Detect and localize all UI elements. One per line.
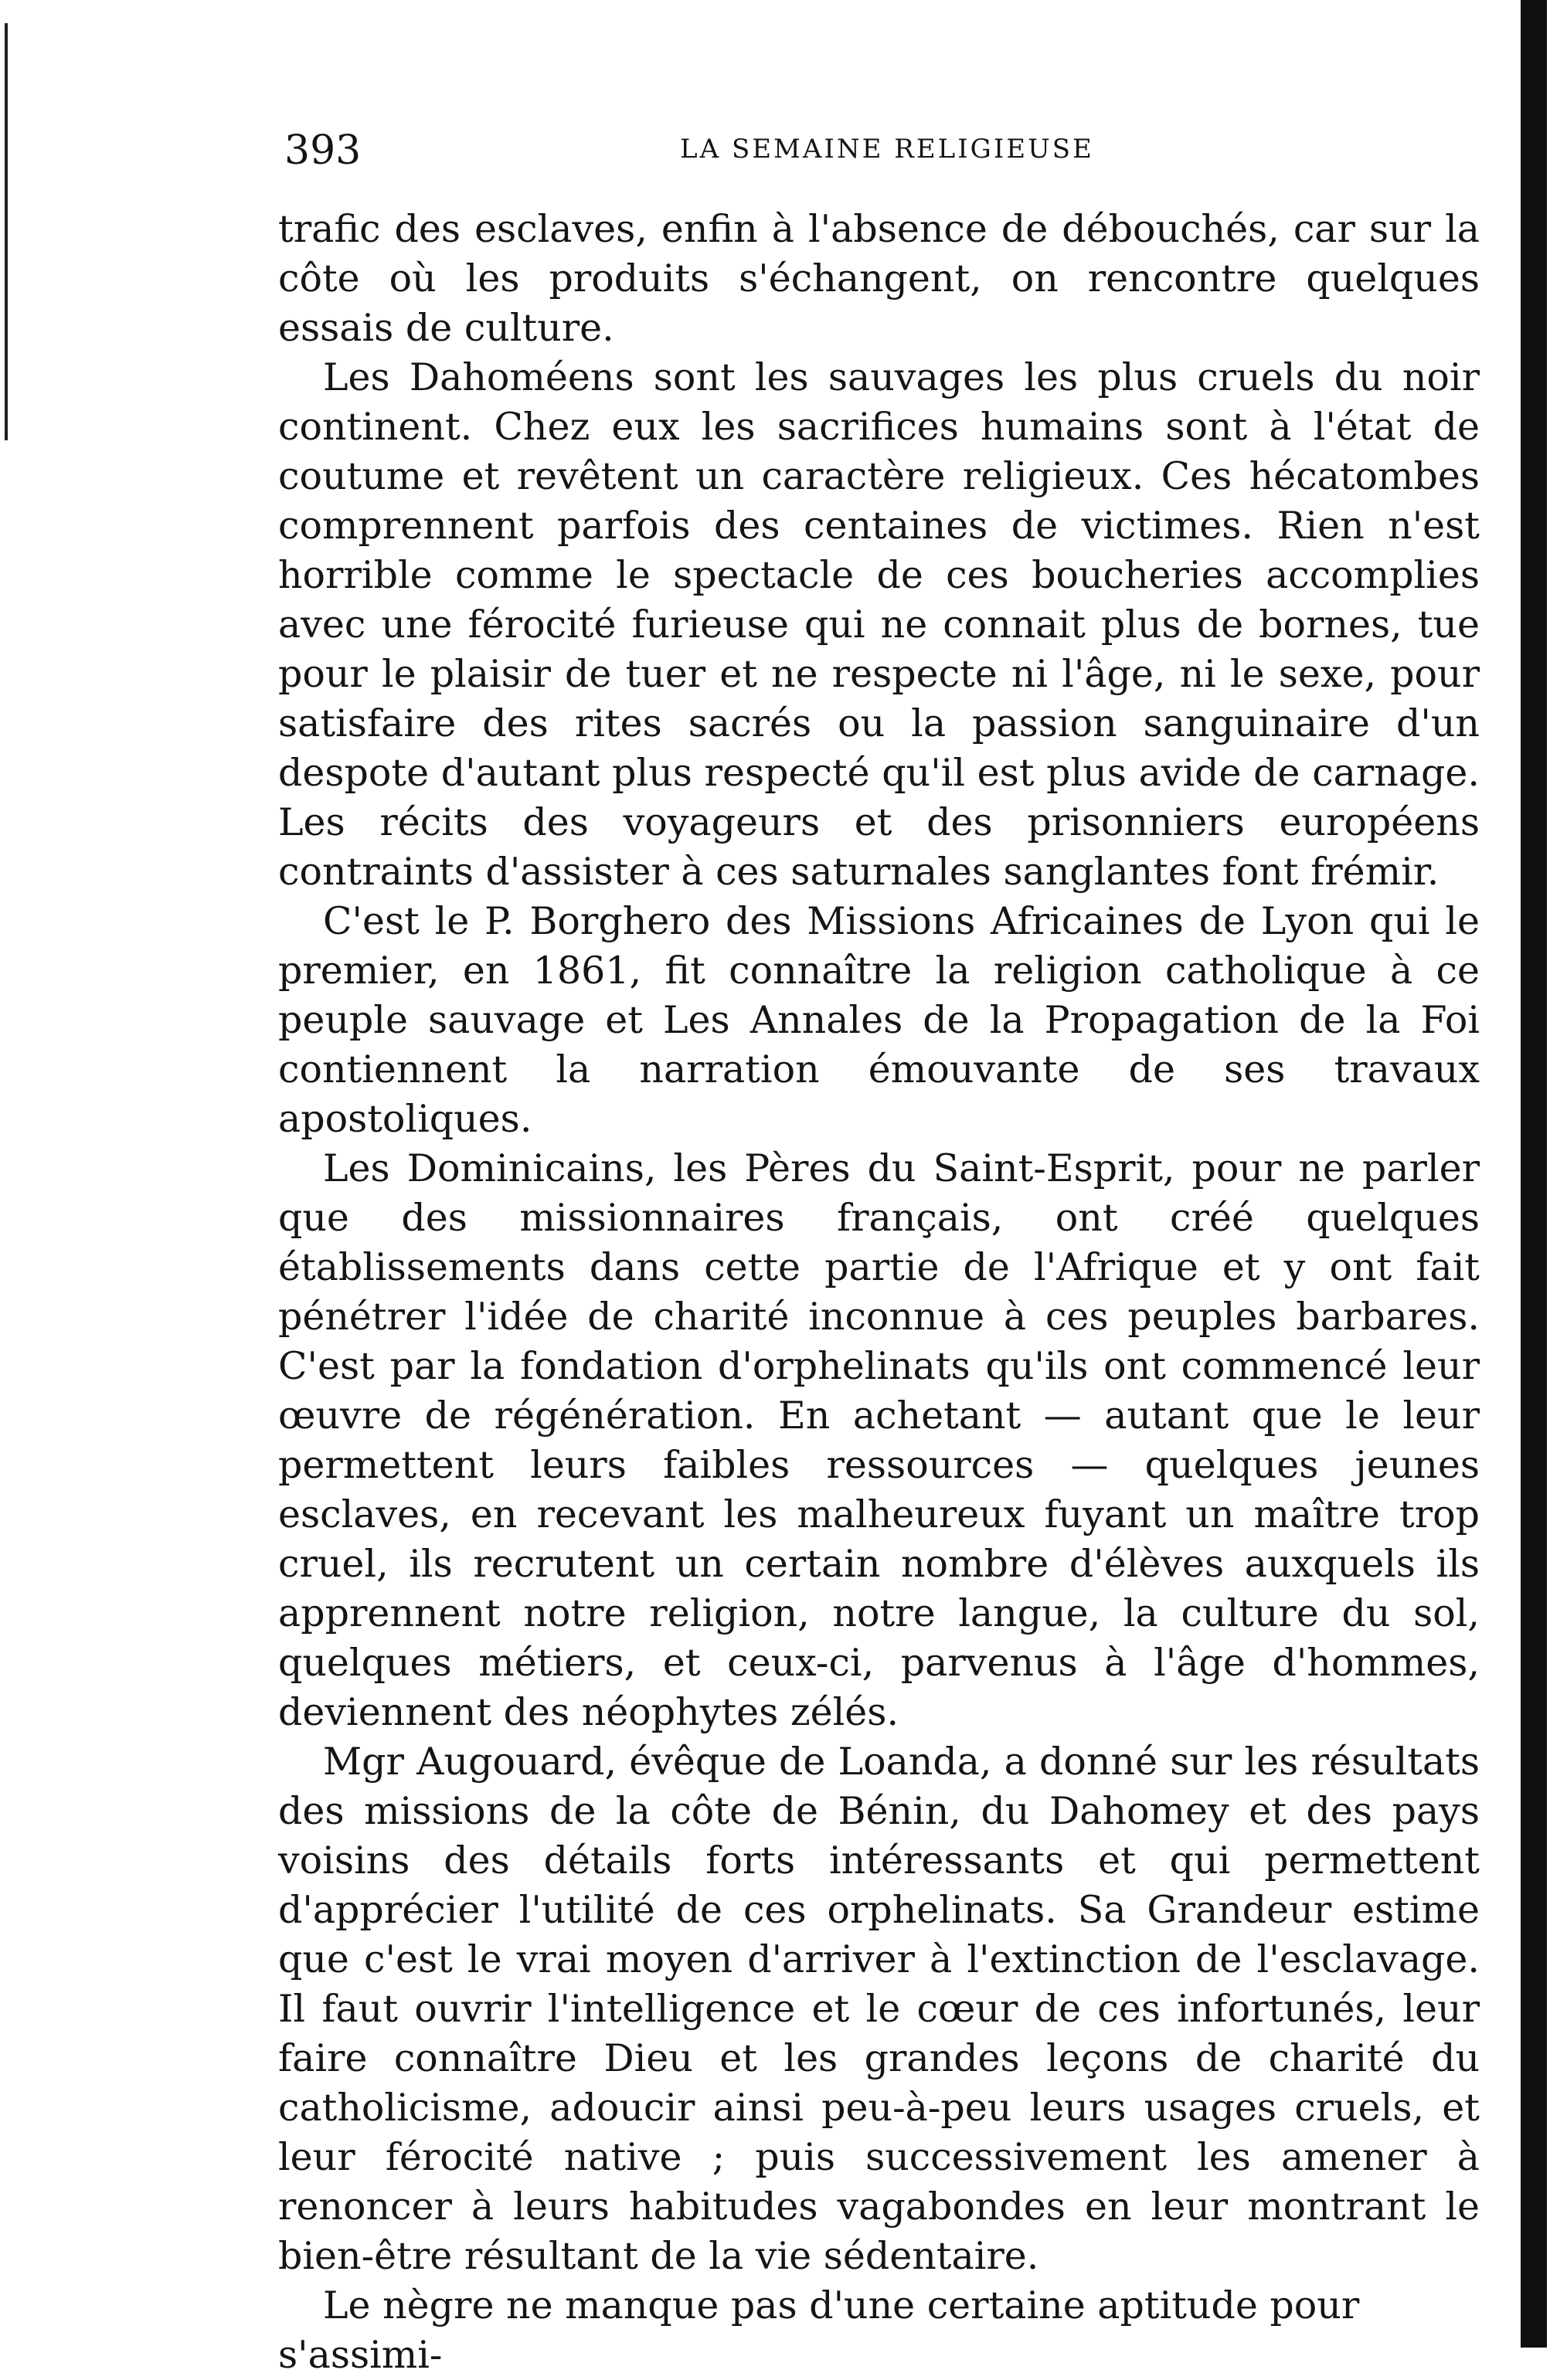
scan-edge-border	[1521, 0, 1547, 2348]
paragraph-6: Le nègre ne manque pas d'une certaine aptitude pour s'assimi-	[278, 2283, 1360, 2377]
paragraph-5: Mgr Augouard, évêque de Loanda, a donné sur les résultats des missions de la côte de Bénin, du Dahomey et des pays voisins des détails forts intéressants et qui permettent d'apprécier l'utilité de ces orphelinats. Sa Grandeur estime que c'est le vrai moyen d'arriver à l'extinction de l'esclavage. Il faut ouvrir l'intelligence et le cœur de ces infortunés, leur faire connaître Dieu et les grandes leçons de charité du catholicisme, adoucir ainsi peu-à-peu leurs usages cruels, et leur férocité native ; puis successivement les amener à renoncer à leurs habitudes vagabondes en leur montrant le bien-être résultant de la vie sédentaire.	[278, 1740, 1480, 2278]
book-page	[278, 127, 1480, 2380]
paragraph-2: Les Dahoméens sont les sauvages les plus cruels du noir continent. Chez eux les sacrifices humains sont à l'état de coutume et revêtent un caractère religieux. Ces hécatombes comprennent parfois des centaines de victimes. Rien n'est horrible comme le spectacle de ces boucheries accomplies avec une férocité furieuse qui ne connait plus de bornes, tue pour le plaisir de tuer et ne respecte ni l'âge, ni le sexe, pour satisfaire des rites sacrés ou la passion sanguinaire d'un despote d'autant plus respecté qu'il est plus avide de carnage. Les récits des voyageurs et des prisonniers européens contraints d'assister à ces saturnales sanglantes font frémir.	[278, 355, 1480, 894]
left-margin-rule	[5, 23, 8, 440]
page-header	[278, 127, 1480, 182]
running-title: LA SEMAINE RELIGIEUSE	[680, 134, 1094, 165]
paragraph-3: C'est le P. Borghero des Missions Africaines de Lyon qui le premier, en 1861, fit connaître la religion catholique à ce peuple sauvage et Les Annales de la Propagation de la Foi contiennent la narration émouvante de ses travaux apostoliques.	[278, 899, 1480, 1141]
paragraph-4: Les Dominicains, les Pères du Saint-Esprit, pour ne parler que des missionnaires français, ont créé quelques établissements dans cette partie de l'Afrique et y ont fait pénétrer l'idée de charité inconnue à ces peuples barbares. C'est par la fondation d'orphelinats qu'ils ont commencé leur œuvre de régénération. En achetant — autant que le leur permettent leurs faibles ressources — quelques jeunes esclaves, en recevant les malheureux fuyant un maître trop cruel, ils recrutent un certain nombre d'élèves auxquels ils apprennent notre religion, notre langue, la culture du sol, quelques métiers, et ceux-ci, parvenus à l'âge d'hommes, deviennent des néophytes zélés.	[278, 1146, 1480, 1734]
page-number: 393	[284, 127, 362, 174]
paragraph-1: trafic des esclaves, enfin à l'absence de débouchés, car sur la côte où les produits s'échangent, on rencontre quelques essais de culture.	[278, 207, 1480, 350]
